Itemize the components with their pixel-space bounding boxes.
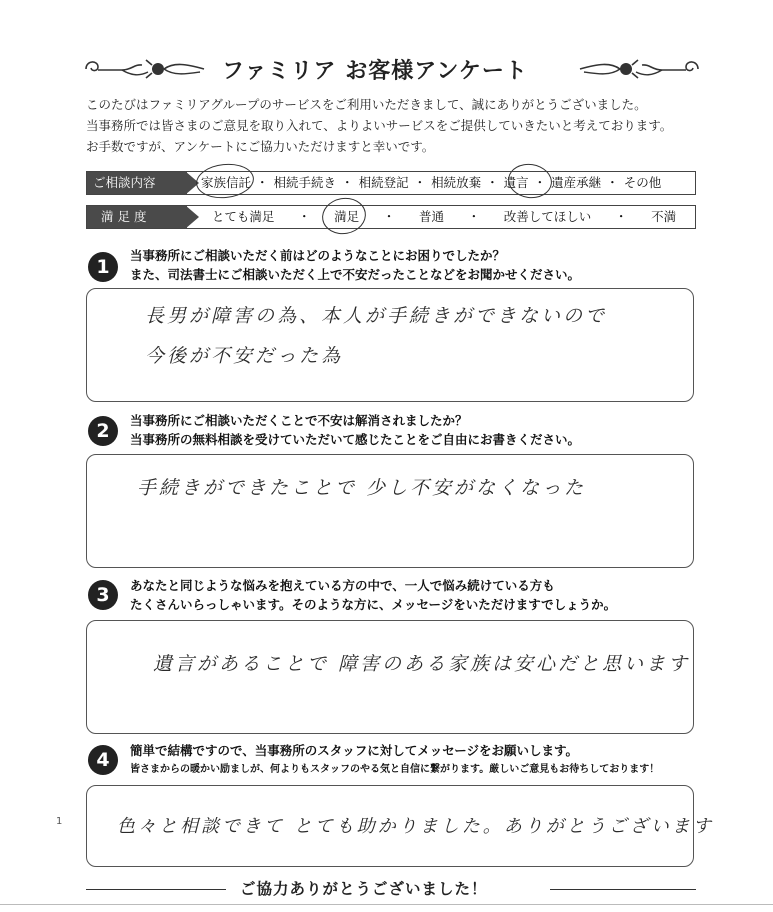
arrow-icon [185,171,199,195]
survey-header [0,50,773,90]
left-ornament-icon [82,56,212,82]
handwritten-answer: 長男が障害の為、本人が手続きができないので [145,305,608,327]
option-will[interactable]: 遺言 [503,175,529,190]
handwritten-answer: 遺言があることで 障害のある家族は安心だと思います [153,653,691,675]
answer-box-4[interactable] [86,785,714,867]
question-number: 3 [88,580,118,610]
footer-rule-left [86,889,226,890]
answer-box-1[interactable] [86,288,694,402]
question-number: 1 [88,252,118,282]
question-text [130,576,616,614]
option-inheritance-procedure[interactable]: 相続手続き [273,175,337,190]
stray-mark: 1 [56,816,63,827]
question-line: 簡単で結構ですので、当事務所のスタッフに対してメッセージをお願いします。 [130,743,579,758]
handwritten-answer: 手続きができたことで 少し不安がなくなった [137,477,587,499]
question-line: また、司法書士にご相談いただく上で不安だったことなどをお聞かせください。 [130,267,581,282]
satisfaction-label: 満 足 度 [87,206,187,228]
footer-rule-right [550,889,696,890]
consultation-options: 家族信託 ・ 相続手続き ・ 相続登記 ・ 相続放棄 ・ 遺言 ・ 遺産承継 ・ その他 [201,172,695,194]
intro-line: このたびはファミリアグループのサービスをご利用いただきまして、誠にありがとうございました。 [86,97,647,112]
question-number: 4 [88,745,118,775]
question-line: 当事務所の無料相談を受けていただいて感じたことをご自由にお書きください。 [130,432,581,447]
option-family-trust[interactable]: 家族信託 [201,175,252,190]
option-needs-improvement[interactable]: 改善してほしい [503,209,592,224]
intro-text [86,94,726,157]
handwritten-answer: 今後が不安だった為 [145,345,344,367]
question-text [130,411,580,449]
question-number: 2 [88,416,118,446]
consultation-type-bar [86,171,696,195]
satisfaction-options: とても満足 ・ 満足 ・ 普通 ・ 改善してほしい ・ 不満 [201,206,695,228]
option-dissatisfied[interactable]: 不満 [651,209,677,224]
option-inheritance-renunciation[interactable]: 相続放棄 [431,175,482,190]
right-ornament-icon [572,56,702,82]
satisfaction-bar [86,205,696,229]
intro-line: 当事務所では皆さまのご意見を取り入れて、よりよいサービスをご提供していきたいと考えております。 [86,118,673,133]
option-other[interactable]: その他 [623,175,662,190]
footer-thanks: ご協力ありがとうございました！ [240,880,488,898]
bottom-divider [0,904,773,905]
question-line: 皆さまからの暖かい励ましが、何よりもスタッフのやる気と自信に繋がります。厳しいご意見もお待ちしております！ [130,764,660,775]
option-inheritance-registration[interactable]: 相続登記 [358,175,409,190]
option-satisfied[interactable]: 満足 [334,209,360,224]
question-line: あなたと同じような悩みを抱えている方の中で、一人で悩み続けている方も [130,578,555,593]
consultation-type-label: ご相談内容 [87,172,187,194]
page-title: ファミリア お客様アンケート [222,59,528,84]
footer [0,872,773,902]
answer-box-3[interactable] [86,620,694,734]
answer-box-2[interactable] [86,454,694,568]
arrow-icon [185,205,199,229]
option-estate-succession[interactable]: 遺産承継 [551,175,602,190]
question-text [130,246,580,284]
option-neutral[interactable]: 普通 [418,209,444,224]
question-line: 当事務所にご相談いただくことで不安は解消されましたか？ [130,413,468,428]
option-very-satisfied[interactable]: とても満足 [211,209,275,224]
handwritten-answer: 色々と相談できて とても助かりました。ありがとうございます [117,816,714,837]
question-text [130,741,659,779]
intro-line: お手数ですが、アンケートにご協力いただけますと幸いです。 [86,139,435,154]
question-line: 当事務所にご相談いただく前はどのようなことにお困りでしたか？ [130,248,506,263]
question-line: たくさんいらっしゃいます。そのような方に、メッセージをいただけますでしょうか。 [130,597,617,612]
